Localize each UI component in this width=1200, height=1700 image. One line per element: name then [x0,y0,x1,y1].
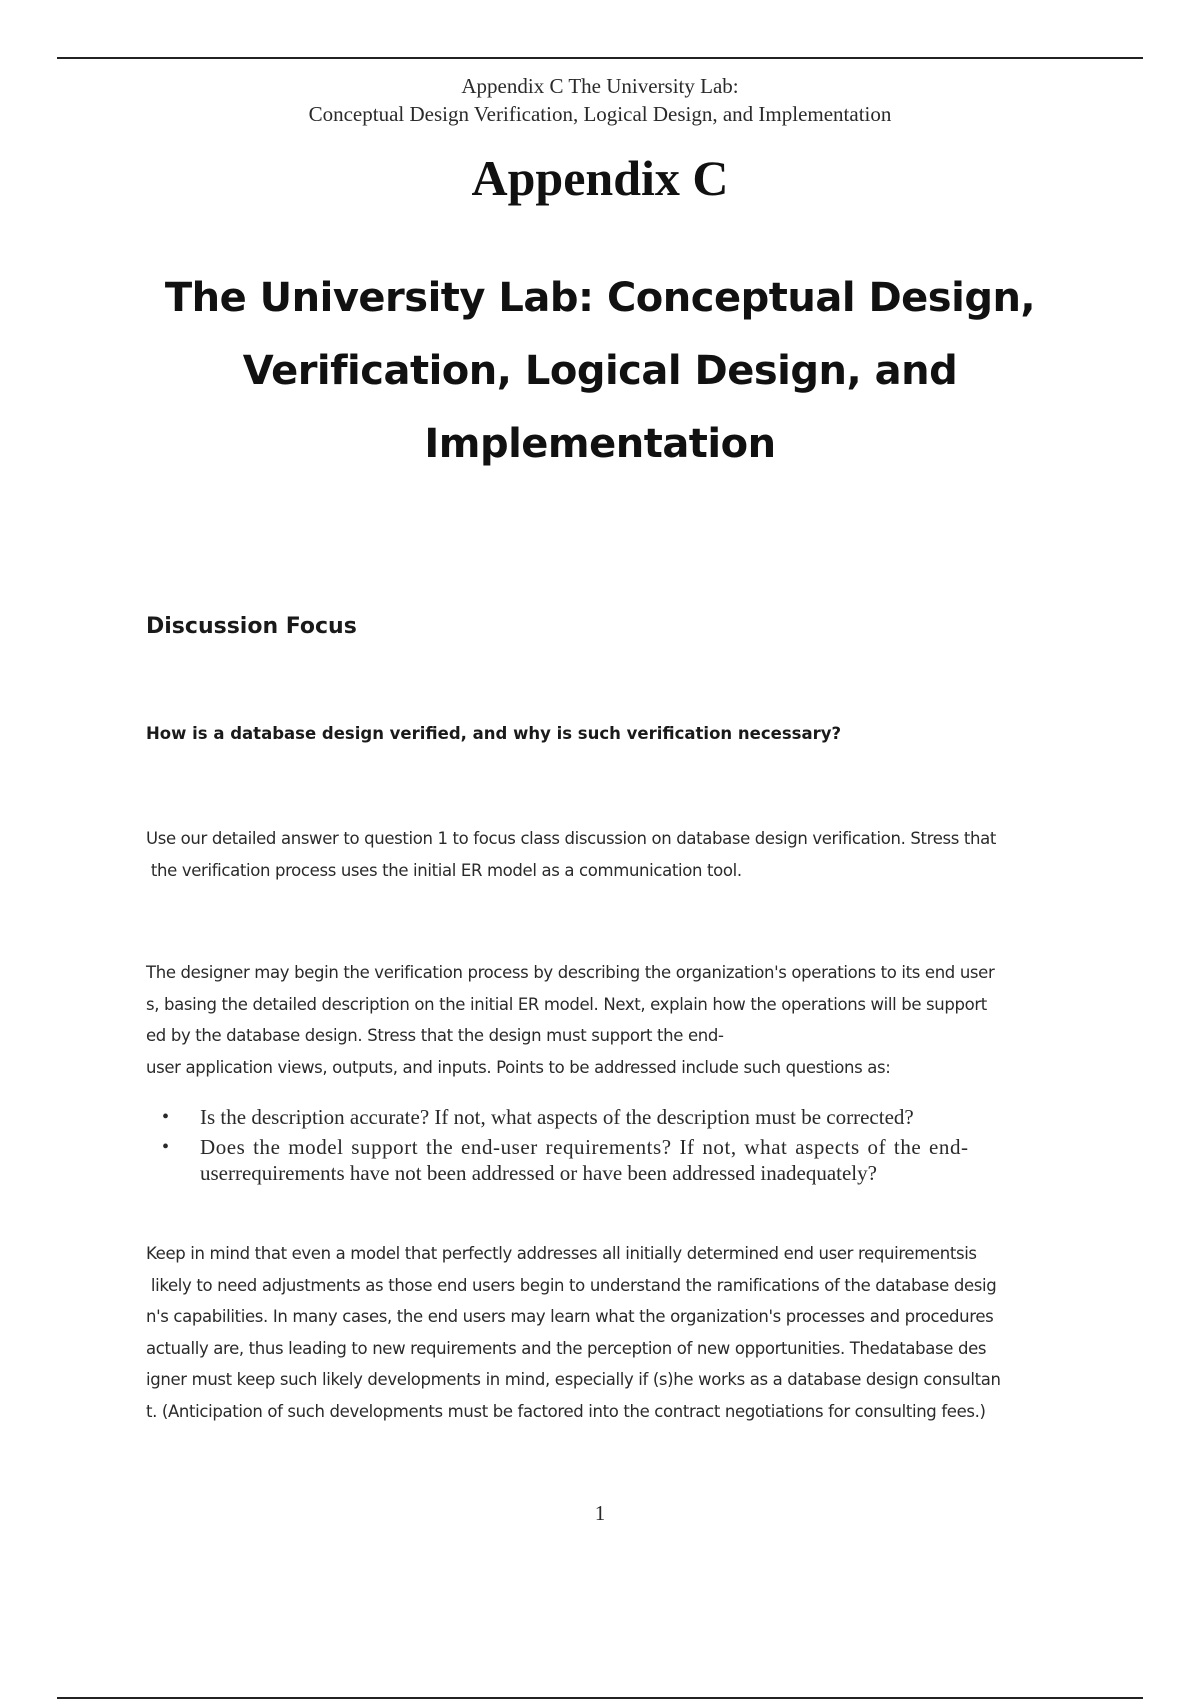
page-number: 1 [594,1501,606,1525]
list-item-line: userrequirements have not been addressed or have been addressed inadequately? [200,1161,877,1185]
list-item-line: Is the description accurate? If not, what aspects of the description must be corrected? [200,1105,914,1129]
paragraph-line: s, basing the detailed description on the initial ER model. Next, explain how the operations will be support [146,994,987,1014]
paragraph-line: likely to need adjustments as those end users begin to understand the ramifications of the database desig [146,1275,997,1295]
paragraph-line: ed by the database design. Stress that the design must support the end- [146,1026,724,1045]
running-header-line-1: Appendix C The University Lab: [461,74,739,98]
list-item [162,1104,1062,1130]
chapter-title-line-2: Verification, Logical Design, and [242,348,958,394]
paragraph-3 [146,1238,1086,1427]
chapter-title-line-1: The University Lab: Conceptual Design, [164,275,1036,321]
section-heading: Discussion Focus [146,614,357,639]
paragraph-line: igner must keep such likely developments in mind, especially if (s)he works as a database design consultan [146,1370,1001,1389]
list-item-line: Does the model support the end-user requirements? If not, what aspects of the end- [200,1135,969,1159]
paragraph-line: Use our detailed answer to question 1 to focus class discussion on database design verification. Stress that [146,829,997,848]
appendix-label: Appendix C [471,150,729,206]
running-header [0,72,1200,128]
bullet-icon: • [162,1136,170,1158]
paragraph-line: user application views, outputs, and inputs. Points to be addressed include such questions as: [146,1057,891,1077]
paragraph-line: The designer may begin the verification process by describing the organization's operations to its end user [146,963,995,982]
paragraph-2 [146,957,1086,1083]
bullet-list [162,1104,1062,1190]
chapter-title [150,262,1050,481]
paragraph-line: n's capabilities. In many cases, the end users may learn what the organization's processes and procedures [146,1307,994,1326]
paragraph-line: the verification process uses the initial ER model as a communication tool. [146,860,742,880]
top-rule [57,57,1143,59]
list-item [162,1134,1062,1186]
bottom-rule [57,1697,1143,1699]
discussion-question: How is a database design verified, and why is such verification necessary? [146,724,842,743]
paragraph-line: t. (Anticipation of such developments must be factored into the contract negotiations for consulting fees.) [146,1401,986,1421]
chapter-title-line-3: Implementation [424,421,776,467]
running-header-line-2: Conceptual Design Verification, Logical Design, and Implementation [308,102,892,126]
paragraph-1 [146,823,1086,886]
paragraph-line: Keep in mind that even a model that perfectly addresses all initially determined end user requirementsis [146,1244,977,1263]
paragraph-line: actually are, thus leading to new requirements and the perception of new opportunities. Thedatabase des [146,1338,987,1358]
bullet-icon: • [162,1106,170,1128]
